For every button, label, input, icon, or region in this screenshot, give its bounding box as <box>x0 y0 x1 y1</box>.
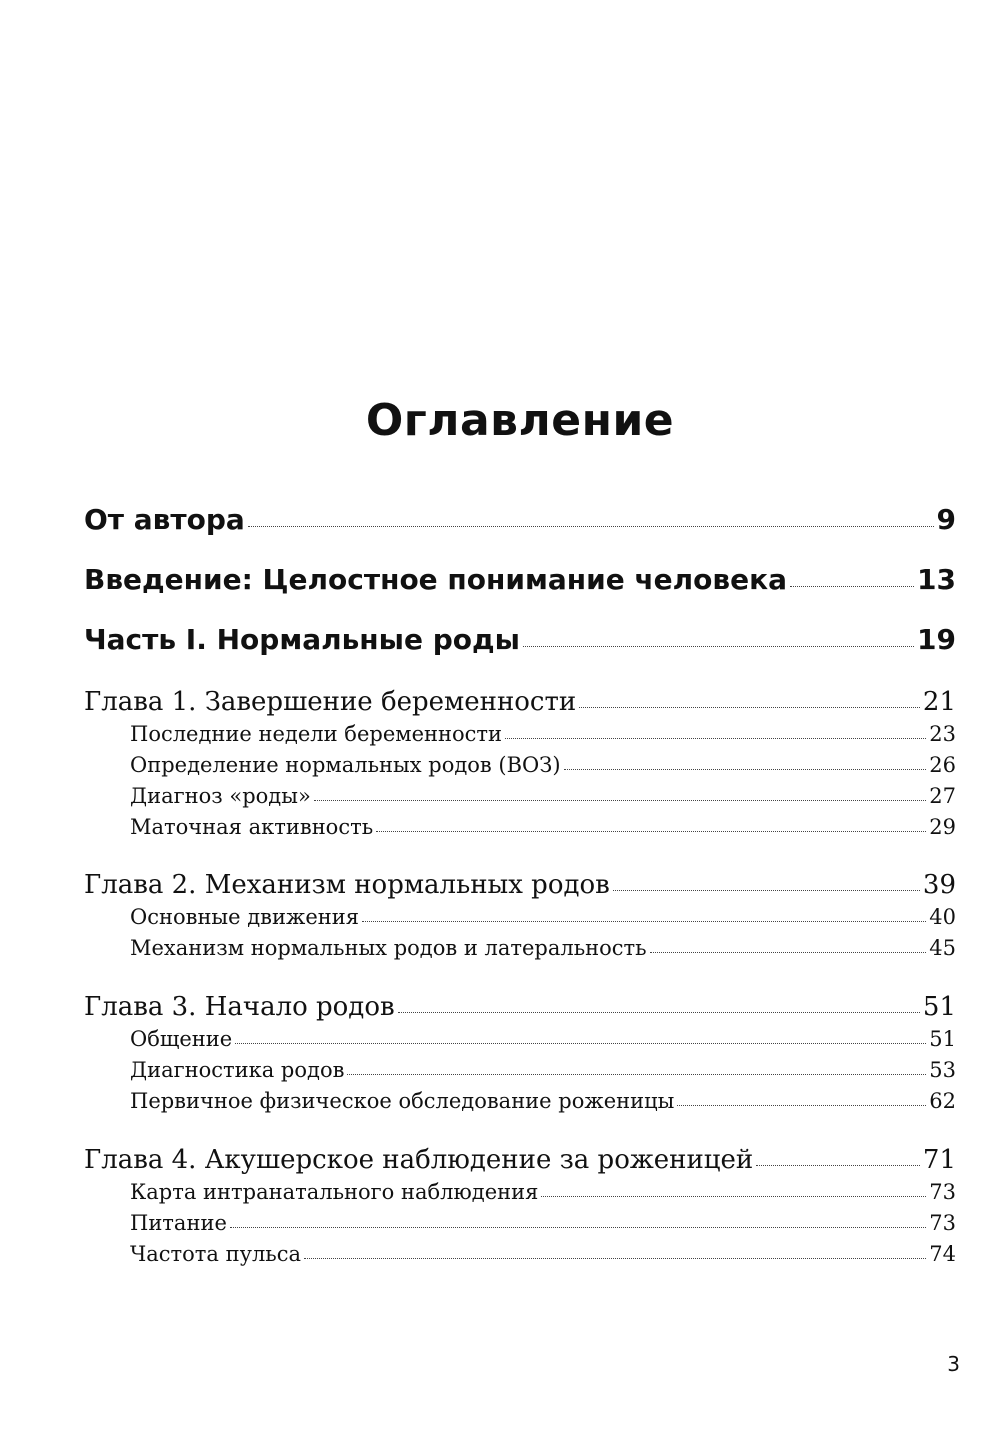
dot-leader <box>579 707 920 708</box>
toc-entry-section <box>130 813 956 841</box>
toc-entry-page: 27 <box>929 784 956 808</box>
toc-entry-text: Глава 1. Завершение беременности <box>84 687 577 717</box>
dot-leader <box>347 1074 926 1075</box>
toc-entry-page: 51 <box>922 992 956 1022</box>
toc-entry-text: Диагноз «роды» <box>130 784 311 808</box>
dot-leader <box>523 646 914 647</box>
page-number: 3 <box>947 1352 960 1376</box>
dot-leader <box>756 1165 920 1166</box>
toc-entry-section <box>130 782 956 810</box>
dot-leader <box>790 586 914 587</box>
toc-entry-section <box>130 751 956 779</box>
toc-entry-text: Определение нормальных родов (ВОЗ) <box>130 753 561 777</box>
toc-entry-text: Питание <box>130 1211 227 1235</box>
toc-entry-page: 71 <box>922 1145 956 1175</box>
dot-leader <box>362 921 926 922</box>
toc-entry-text: Глава 3. Начало родов <box>84 992 395 1022</box>
toc-entry-page: 19 <box>917 623 956 656</box>
toc-entry-section <box>130 903 956 931</box>
dot-leader <box>541 1196 926 1197</box>
dot-leader <box>248 526 934 527</box>
toc-entry-text: Частота пульса <box>130 1242 301 1266</box>
toc-entry-text: Карта интранатального наблюдения <box>130 1180 539 1204</box>
toc-entry-page: 9 <box>936 503 956 536</box>
toc-entry-page: 45 <box>929 936 956 960</box>
toc-entry-text: Механизм нормальных родов и латеральность <box>130 936 647 960</box>
toc-entry-introduction <box>84 560 956 600</box>
toc-entry-section <box>130 1087 956 1115</box>
toc-entry-chapter-1 <box>84 685 956 719</box>
toc-entry-text: Последние недели беременности <box>130 722 503 746</box>
toc-entry-page: 74 <box>929 1242 956 1266</box>
toc-entry-section <box>130 1056 956 1084</box>
toc-entry-chapter-2 <box>84 868 956 902</box>
toc-entry-section <box>130 720 956 748</box>
toc-entry-part-1 <box>84 620 956 660</box>
toc-entry-text: Глава 2. Механизм нормальных родов <box>84 870 610 900</box>
dot-leader <box>650 952 927 953</box>
toc-entry-page: 40 <box>929 905 956 929</box>
toc-entry-page: 51 <box>929 1027 956 1051</box>
toc-entry-chapter-4 <box>84 1143 956 1177</box>
toc-entry-page: 29 <box>929 815 956 839</box>
toc-entry-page: 62 <box>929 1089 956 1113</box>
toc-entry-text: Глава 4. Акушерское наблюдение за роженицей <box>84 1145 754 1175</box>
toc-entry-from-author <box>84 500 956 540</box>
page-title: Оглавление <box>365 395 675 446</box>
toc-entry-text: Первичное физическое обследование роженицы <box>130 1089 675 1113</box>
toc-entry-text: Маточная активность <box>130 815 374 839</box>
toc-entry-page: 23 <box>929 722 956 746</box>
dot-leader <box>235 1043 926 1044</box>
dot-leader <box>230 1227 926 1228</box>
toc-entry-text: Основные движения <box>130 905 359 929</box>
toc-entry-text: Диагностика родов <box>130 1058 345 1082</box>
toc-entry-page: 53 <box>929 1058 956 1082</box>
dot-leader <box>398 1012 920 1013</box>
toc-entry-page: 26 <box>929 753 956 777</box>
toc-entry-page: 21 <box>922 687 956 717</box>
dot-leader <box>376 831 926 832</box>
dot-leader <box>564 769 927 770</box>
toc-entry-section <box>130 1240 956 1268</box>
toc-entry-page: 13 <box>917 563 956 596</box>
toc-entry-text: Общение <box>130 1027 233 1051</box>
dot-leader <box>505 738 926 739</box>
toc-entry-section <box>130 1209 956 1237</box>
dot-leader <box>304 1258 926 1259</box>
toc-entry-page: 73 <box>929 1211 956 1235</box>
toc-entry-section <box>130 1025 956 1053</box>
toc-entry-text: Часть I. Нормальные роды <box>84 623 520 656</box>
toc-entry-chapter-3 <box>84 990 956 1024</box>
toc-entry-section <box>130 934 956 962</box>
toc-entry-text: Введение: Целостное понимание человека <box>84 563 788 596</box>
dot-leader <box>677 1105 926 1106</box>
toc-entry-section <box>130 1178 956 1206</box>
dot-leader <box>613 890 920 891</box>
toc-entry-page: 39 <box>922 870 956 900</box>
toc-entry-text: От автора <box>84 503 245 536</box>
toc-entry-page: 73 <box>929 1180 956 1204</box>
dot-leader <box>314 800 926 801</box>
